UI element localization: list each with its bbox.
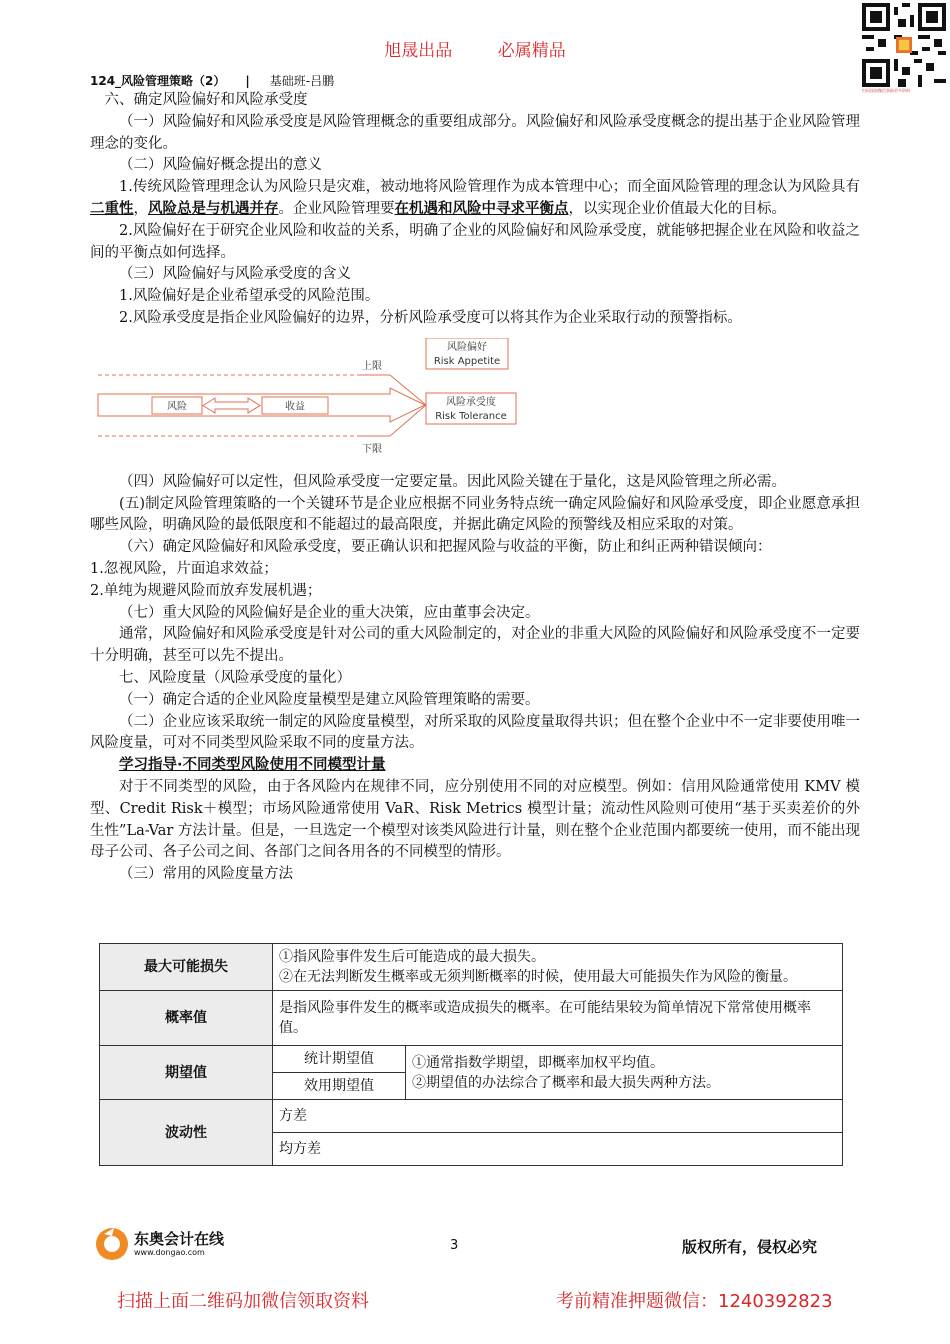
top-slogan [0,36,950,61]
paragraph: 通常，风险偏好和风险承受度是针对公司的重大风险制定的，对企业的非重大风险的风险偏好和风险承受度不一定要十分明确，甚至可以先不提出。 [90,626,860,665]
copyright-notice: 版权所有，侵权必究 [682,1238,818,1256]
emphasis-text: 二重性 [90,200,134,217]
section-heading-6: 六、确定风险偏好和风险承受度 [104,92,308,108]
table-cell: 均方差 [273,1133,843,1166]
table-row-label: 波动性 [100,1100,273,1166]
class-name: 基础班-吕鹏 [269,74,335,88]
upper-limit-label: 上限 [362,360,382,372]
paragraph: （二）风险偏好概念提出的意义 [119,157,322,174]
bottom-promo-right: 考前精准押题微信：1240392823 [556,1291,833,1312]
paragraph: （四）风险偏好可以定性，但风险承受度一定要定量。因此风险关键在于量化，这是风险管理之所必需。 [119,473,786,490]
table-subcell: 效用期望值 [273,1073,406,1100]
slogan-right: 必属精品 [497,41,566,61]
logo-cn: 东奥会计在线 [134,1230,225,1248]
logo-url: www.dongao.com [134,1248,205,1257]
risk-diagram [90,338,860,466]
emphasis-text: 风险总是与机遇并存 [148,200,279,217]
qr-code-icon [862,3,946,87]
paragraph: 1.忽视风险，片面追求效益； [90,560,278,577]
double-arrow-icon [203,398,260,413]
tolerance-en: Risk Tolerance [435,410,507,422]
qr-caption: 扫码添加微信获取更多资料 [862,88,910,93]
lower-limit-label: 下限 [362,443,382,455]
paragraph: （三）常用的风险度量方法 [119,866,293,883]
paragraph: （七）重大风险的风险偏好是企业的重大决策，应由董事会决定。 [119,604,540,621]
table-row [100,1100,843,1133]
risk-measure-table [99,943,843,1166]
header-separator: | [245,74,250,88]
tolerance-cn: 风险承受度 [446,396,496,408]
paragraph-emphasis: 1.传统风险管理理念认为风险只是灾难，被动地将风险管理作为成本管理中心；而全面风险管理的理念认为风险具有二重性，风险总是与机遇并存。企业风险管理要在机遇和风险中寻求平衡点，以实现企业价值最大化的目标。 [90,179,860,217]
table-row [100,991,843,1046]
document-body [90,90,860,886]
appetite-en: Risk Appetite [433,355,501,367]
course-title: 124_风险管理策略（2） [90,74,226,88]
page-header [90,72,334,89]
table-cell: ①通常指数学期望，即概率加权平均值。 ②期望值的办法综合了概率和最大损失两种方法。 [406,1046,843,1100]
return-label: 收益 [285,401,305,413]
table-row [100,1046,843,1073]
dongao-logo-icon [94,1226,130,1262]
paragraph: （六）确定风险偏好和风险承受度，要正确认识和把握风险与收益的平衡，防止和纠正两种错误倾向： [119,539,772,556]
table-row [100,944,843,991]
table-row-label: 期望值 [100,1046,273,1100]
appetite-cn: 风险偏好 [447,341,487,353]
paragraph: (五)制定风险管理策略的一个关键环节是企业应根据不同业务特点统一确定风险偏好和风险承受度，即企业愿意承担哪些风险，明确风险的最低限度和不能超过的最高限度，并据此确定风险的预警线及相应采取的对策。 [90,495,860,534]
table-row-label: 最大可能损失 [100,944,273,991]
table-cell: ①指风险事件发生后可能造成的最大损失。 ②在无法判断发生概率或无须判断概率的时候，使用最大可能损失作为风险的衡量。 [273,944,843,991]
risk-label: 风险 [167,401,187,413]
table-cell: 方差 [273,1100,843,1133]
paragraph: （一）风险偏好和风险承受度是风险管理概念的重要组成部分。风险偏好和风险承受度概念的提出基于企业风险管理理念的变化。 [90,113,860,152]
risk-diagram-svg [90,338,860,466]
paragraph: （二）企业应该采取统一制定的风险度量模型，对所采取的风险度量取得共识；但在整个企业中不一定非要使用唯一风险度量，可对不同类型风险采取不同的度量方法。 [90,713,860,752]
table-subcell: 统计期望值 [273,1046,406,1073]
paragraph: （三）风险偏好与风险承受度的含义 [119,266,351,283]
paragraph: 2.风险偏好在于研究企业风险和收益的关系，明确了企业的风险偏好和风险承受度，就能够把握企业在风险和收益之间的平衡点如何选择。 [90,222,860,261]
slogan-left: 旭晟出品 [384,41,453,61]
paragraph: 2.风险承受度是指企业风险偏好的边界，分析风险承受度可以将其作为企业采取行动的预警指标。 [119,309,742,326]
emphasis-text: 在机遇和风险中寻求平衡点 [394,200,569,217]
section-heading-7: 七、风险度量（风险承受度的量化） [119,669,351,686]
bottom-promo-left: 扫描上面二维码加微信领取资料 [117,1291,369,1312]
study-guide-heading: 学习指导·不同类型风险使用不同模型计量 [119,757,386,774]
table-cell: 是指风险事件发生的概率或造成损失的概率。在可能结果较为简单情况下常常使用概率值。 [273,991,843,1046]
paragraph: （一）确定合适的企业风险度量模型是建立风险管理策略的需要。 [119,691,540,708]
table-row-label: 概率值 [100,991,273,1046]
paragraph: 2.单纯为规避风险而放弃发展机遇； [90,582,322,599]
paragraph: 1.风险偏好是企业希望承受的风险范围。 [119,288,380,305]
page-number: 3 [450,1238,459,1253]
paragraph: 对于不同类型的风险，由于各风险内在规律不同，应分别使用不同的对应模型。例如：信用风险通常使用 KMV 模型、Credit Risk＋模型；市场风险通常使用 VaR、Risk Metrics 模型计量；流动性风险则可使用“基于买卖差价的外生性”La-Var 方法计量。但是，一旦选定一个模型对该类风险进行计量，则在整个企业范围内都要统一使用，而不能出现母子公司、各子公司之间、各部门之间各用各的不同模型的情形。 [90,778,860,861]
